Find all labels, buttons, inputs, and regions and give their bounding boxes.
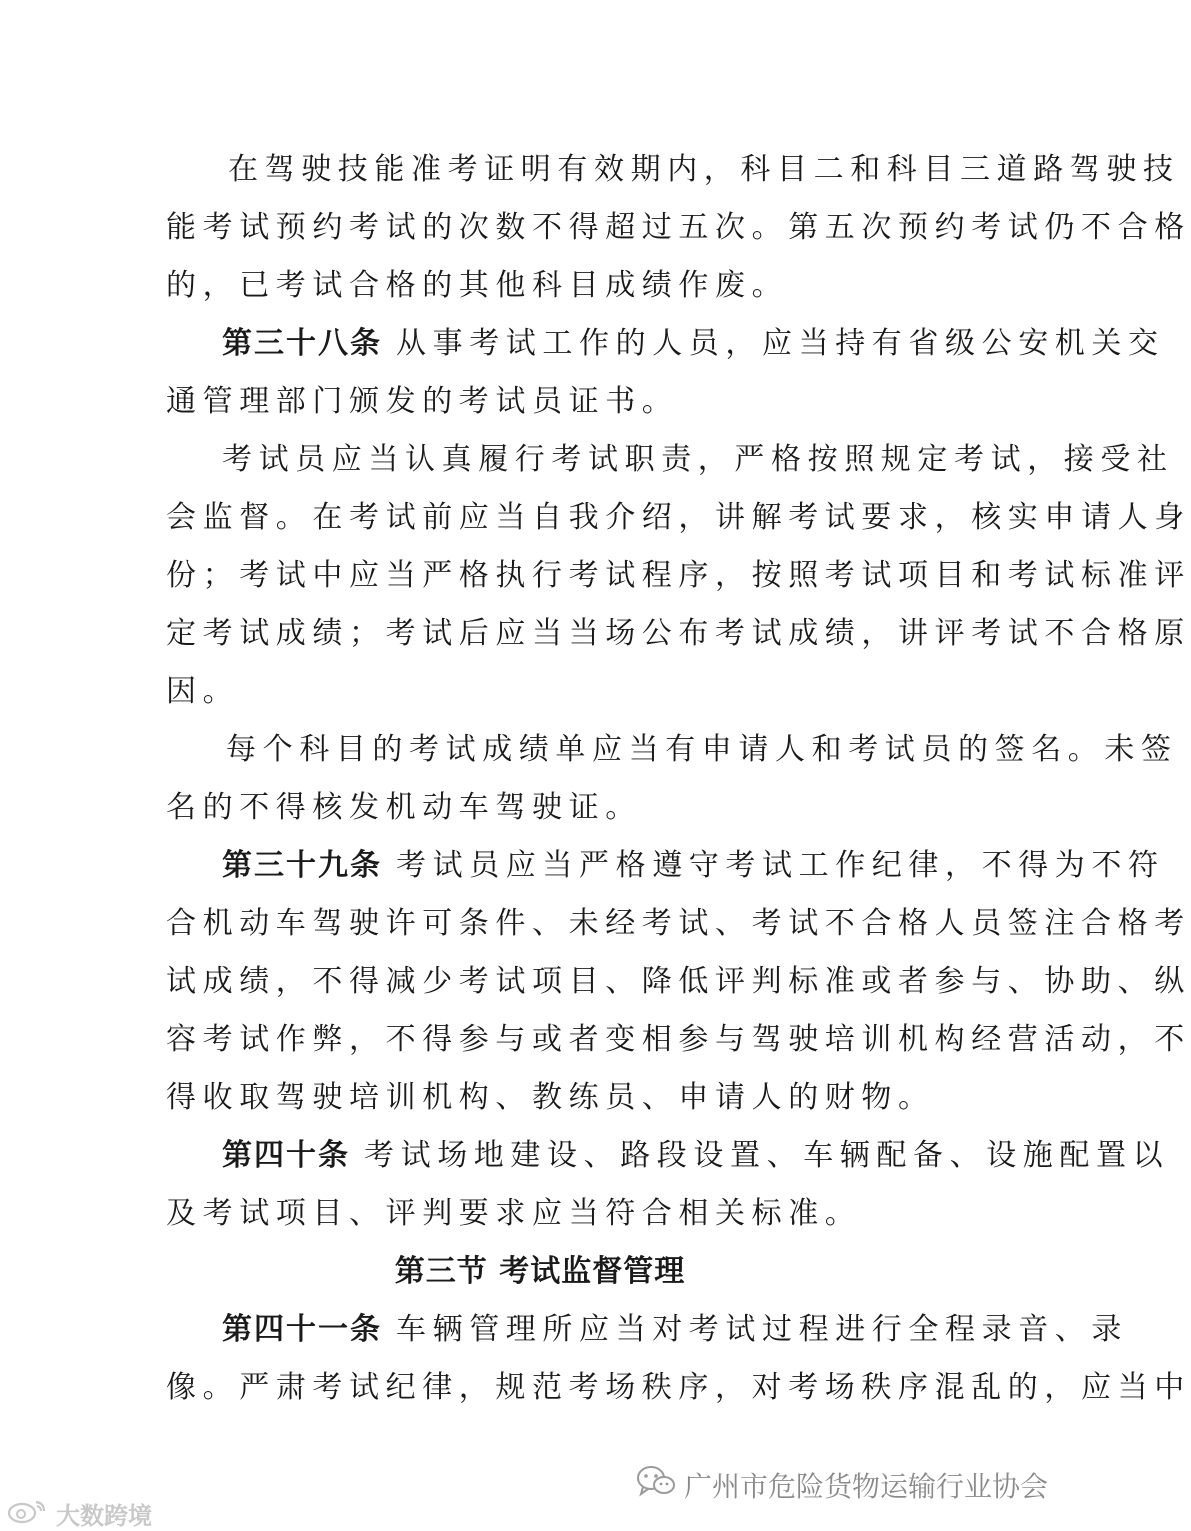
text-span: 车辆管理所应当对考试过程进行全程录音、录 [396, 1312, 1128, 1347]
text-line: 在驾驶技能准考证明有效期内，科目二和科目三道路驾驶技 [228, 152, 1180, 187]
text-line: 合机动车驾驶许可条件、未经考试、考试不合格人员签注合格考 [166, 906, 1191, 941]
text-line: 能考试预约考试的次数不得超过五次。第五次预约考试仍不合格 [166, 210, 1191, 245]
article-number: 第三十九条 [222, 848, 382, 883]
text-line: 试成绩，不得减少考试项目、降低评判标准或者参与、协助、纵 [166, 964, 1191, 999]
article-40-line [166, 1138, 1170, 1174]
text-line: 及考试项目、评判要求应当符合相关标准。 [166, 1196, 862, 1231]
article-41-line [166, 1312, 1128, 1348]
article-39-line [166, 848, 1165, 884]
text-line: 名的不得核发机动车驾驶证。 [166, 790, 642, 825]
text-line: 会监督。在考试前应当自我介绍，讲解考试要求，核实申请人身 [166, 500, 1191, 535]
text-line: 像。严肃考试纪律，规范考场秩序，对考场秩序混乱的，应当中 [166, 1370, 1191, 1405]
watermark-weibo [6, 1496, 152, 1531]
text-line: 每个科目的考试成绩单应当有申请人和考试员的签名。未签 [226, 732, 1178, 767]
weibo-icon [6, 1498, 50, 1530]
article-38-line [166, 326, 1165, 362]
text-line: 通管理部门颁发的考试员证书。 [166, 384, 679, 419]
text-span: 从事考试工作的人员，应当持有省级公安机关交 [396, 326, 1165, 361]
text-line: 考试员应当认真履行考试职责，严格按照规定考试，接受社 [222, 442, 1174, 477]
text-line: 的，已考试合格的其他科目成绩作废。 [166, 268, 789, 303]
article-number: 第三十八条 [222, 326, 382, 361]
wechat-icon [636, 1464, 676, 1505]
article-number: 第四十一条 [222, 1312, 382, 1347]
text-span: 考试员应当严格遵守考试工作纪律，不得为不符 [396, 848, 1165, 883]
text-line: 份；考试中应当严格执行考试程序，按照考试项目和考试标准评 [166, 558, 1191, 593]
section-heading: 第三节 考试监督管理 [394, 1254, 686, 1289]
text-span: 考试场地建设、路段设置、车辆配备、设施配置以 [364, 1138, 1170, 1173]
watermark-text: 广州市危险货物运输行业协会 [683, 1469, 1048, 1503]
article-number: 第四十条 [222, 1138, 350, 1173]
text-line: 定考试成绩；考试后应当当场公布考试成绩，讲评考试不合格原 [166, 616, 1191, 651]
watermark-text: 大数跨境 [56, 1502, 152, 1530]
text-line: 因。 [166, 674, 240, 709]
text-line: 容考试作弊，不得参与或者变相参与驾驶培训机构经营活动，不 [166, 1022, 1191, 1057]
watermark-wechat [636, 1464, 1048, 1505]
text-line: 得收取驾驶培训机构、教练员、申请人的财物。 [166, 1080, 935, 1115]
